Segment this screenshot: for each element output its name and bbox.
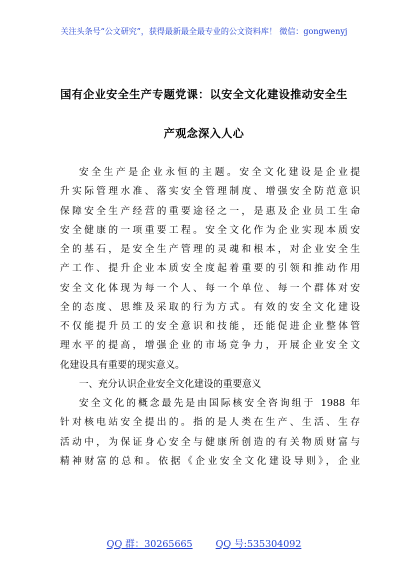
section-heading: 一、充分认识企业安全文化建设的重要意义 xyxy=(79,378,262,390)
body-line: 产工作、提升企业本质安全度起着重要的引领和推动作用 xyxy=(60,263,360,275)
body-line: 保障安全生产经营的重要途径之一，是惠及企业员工生命 xyxy=(60,205,360,217)
header-promo-note: 关注头条号“公文研究”，获得最新最全最专业的公文资料库！ 微信：gongwenyj xyxy=(60,27,348,36)
body-line: 安全生产是企业永恒的主题。安全文化建设是企业提 xyxy=(79,167,360,178)
body-line: 不仅能提升员工的安全意识和技能，还能促进企业整体管 xyxy=(60,321,360,332)
body-line: 安全文化的概念最先是由国际核安全咨询组于 1988 年 xyxy=(79,398,360,409)
body-line: 活动中，为保证身心安全与健康所创造的有关物质财富与 xyxy=(60,436,360,448)
body-line: 全的基石，是安全生产管理的灵魂和根本，对企业安全生 xyxy=(60,244,360,255)
footer-qq-number[interactable]: QQ 号:535304092 xyxy=(215,539,302,550)
body-line: 升实际管理水准、落实安全管理制度、增强安全防范意识 xyxy=(60,186,360,198)
body-line: 全的态度、思维及采取的行为方式。有效的安全文化建设 xyxy=(60,301,360,313)
footer-contact xyxy=(0,536,408,550)
body-line: 针对核电站安全提出的。指的是人类在生产、生活、生存 xyxy=(60,417,360,429)
body-line: 理水平的提高，增强企业的市场竞争力，开展企业安全文 xyxy=(60,340,360,352)
body-line: 安全文化体现为每一个人、每一个单位、每一个群体对安 xyxy=(60,282,360,294)
footer-qq-group[interactable]: QQ 群：30265665 xyxy=(106,539,193,550)
document-body xyxy=(60,163,360,471)
document-title-line-2: 产观念深入人心 xyxy=(163,127,245,140)
document-title-line-1: 国有企业安全生产专题党课：以安全文化建设推动安全生 xyxy=(60,88,348,101)
body-line: 安全健康的一项重要工程。安全文化作为企业实现本质安 xyxy=(60,224,360,236)
body-line: 精神财富的总和。依据《企业安全文化建设导则》，企业 xyxy=(60,455,360,467)
body-line: 化建设具有重要的现实意义。 xyxy=(60,359,185,371)
